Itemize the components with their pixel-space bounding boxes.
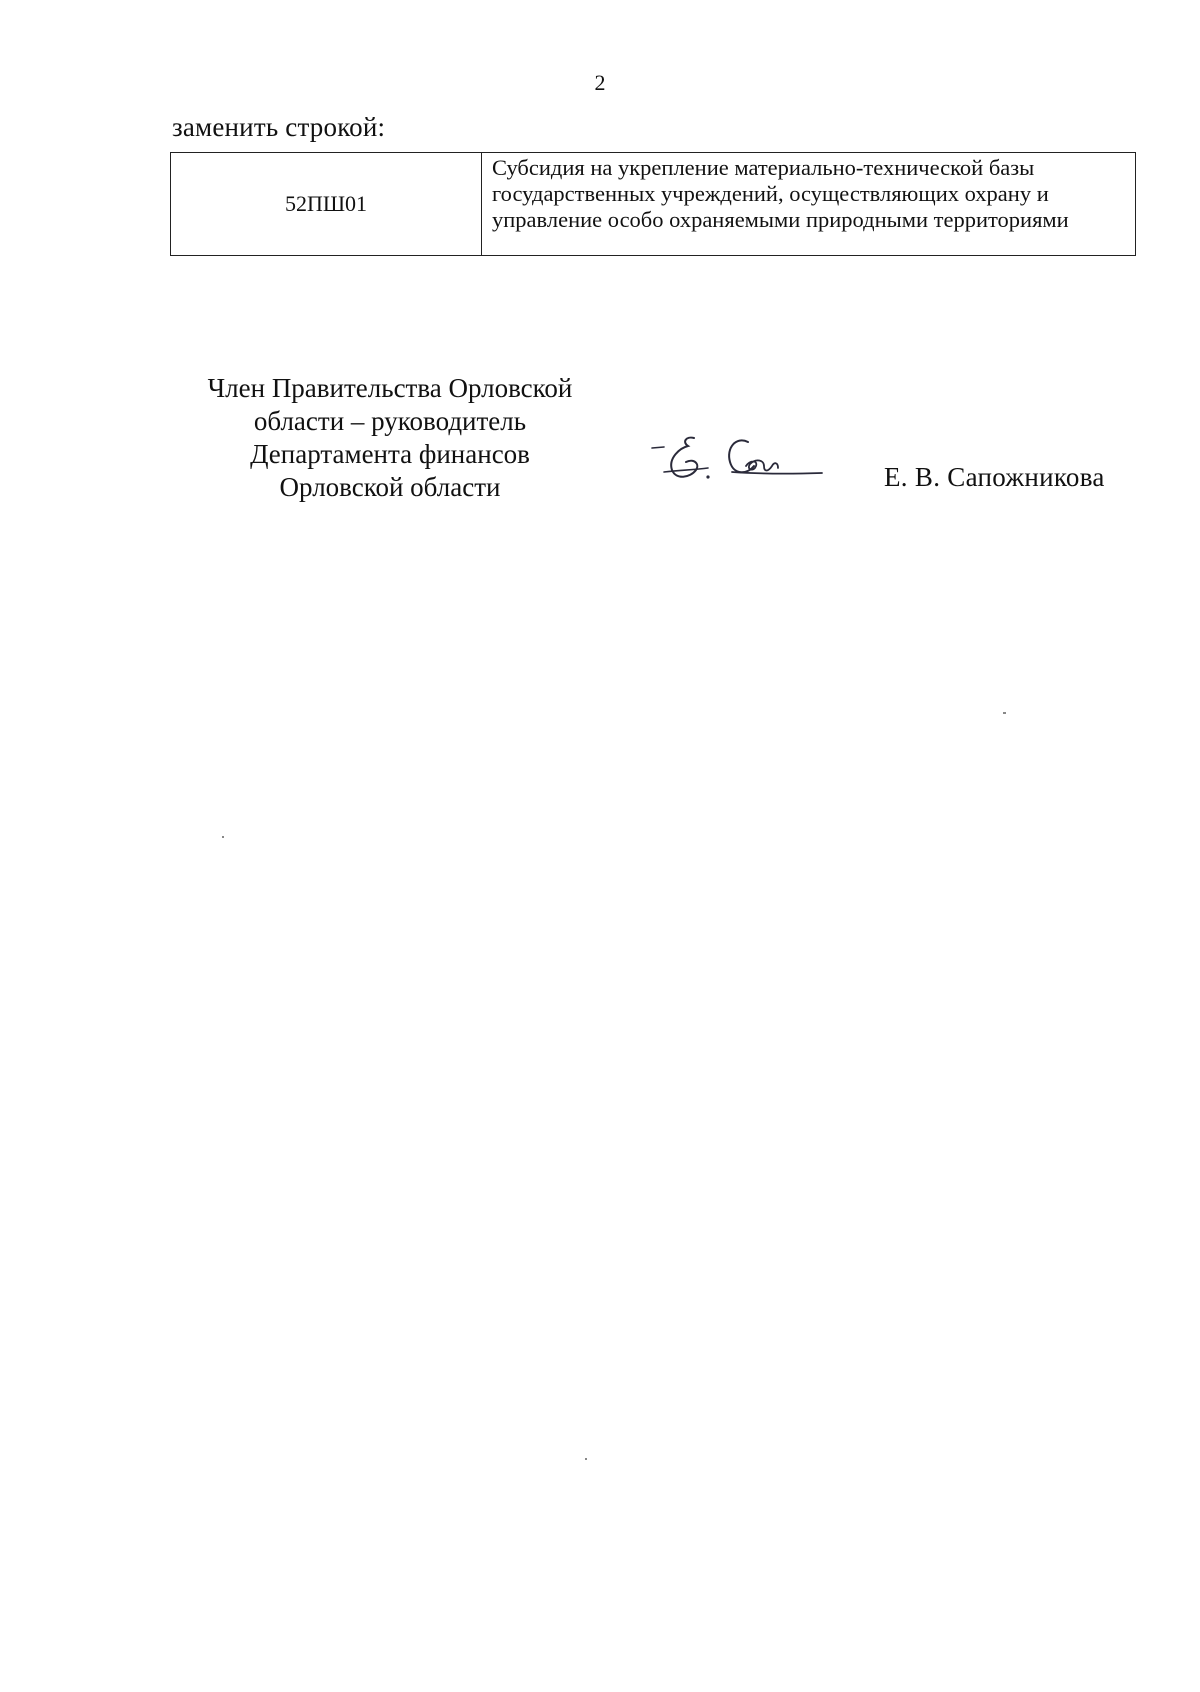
table-row <box>171 153 1136 256</box>
scan-speck <box>222 836 224 838</box>
position-line: Орловской области <box>279 472 501 502</box>
scan-speck <box>585 1458 587 1460</box>
handwritten-signature <box>650 430 840 500</box>
scan-speck <box>1003 712 1006 714</box>
position-line: области – руководитель <box>253 406 527 436</box>
description-cell: Субсидия на укрепление материально-технической базы государственных учреждений, осуществляющих охрану и управление особо охраняемыми природными территориями <box>482 153 1136 256</box>
code-cell: 52ПШ01 <box>171 153 482 256</box>
position-line: Департамента финансов <box>250 439 530 469</box>
page-number: 2 <box>594 70 606 95</box>
intro-text: заменить строкой: <box>172 112 386 142</box>
signatory-position <box>170 372 610 504</box>
replacement-table <box>170 152 1136 256</box>
signer-name: Е. В. Сапожникова <box>884 462 1105 492</box>
position-line: Член Правительства Орловской <box>207 373 573 403</box>
